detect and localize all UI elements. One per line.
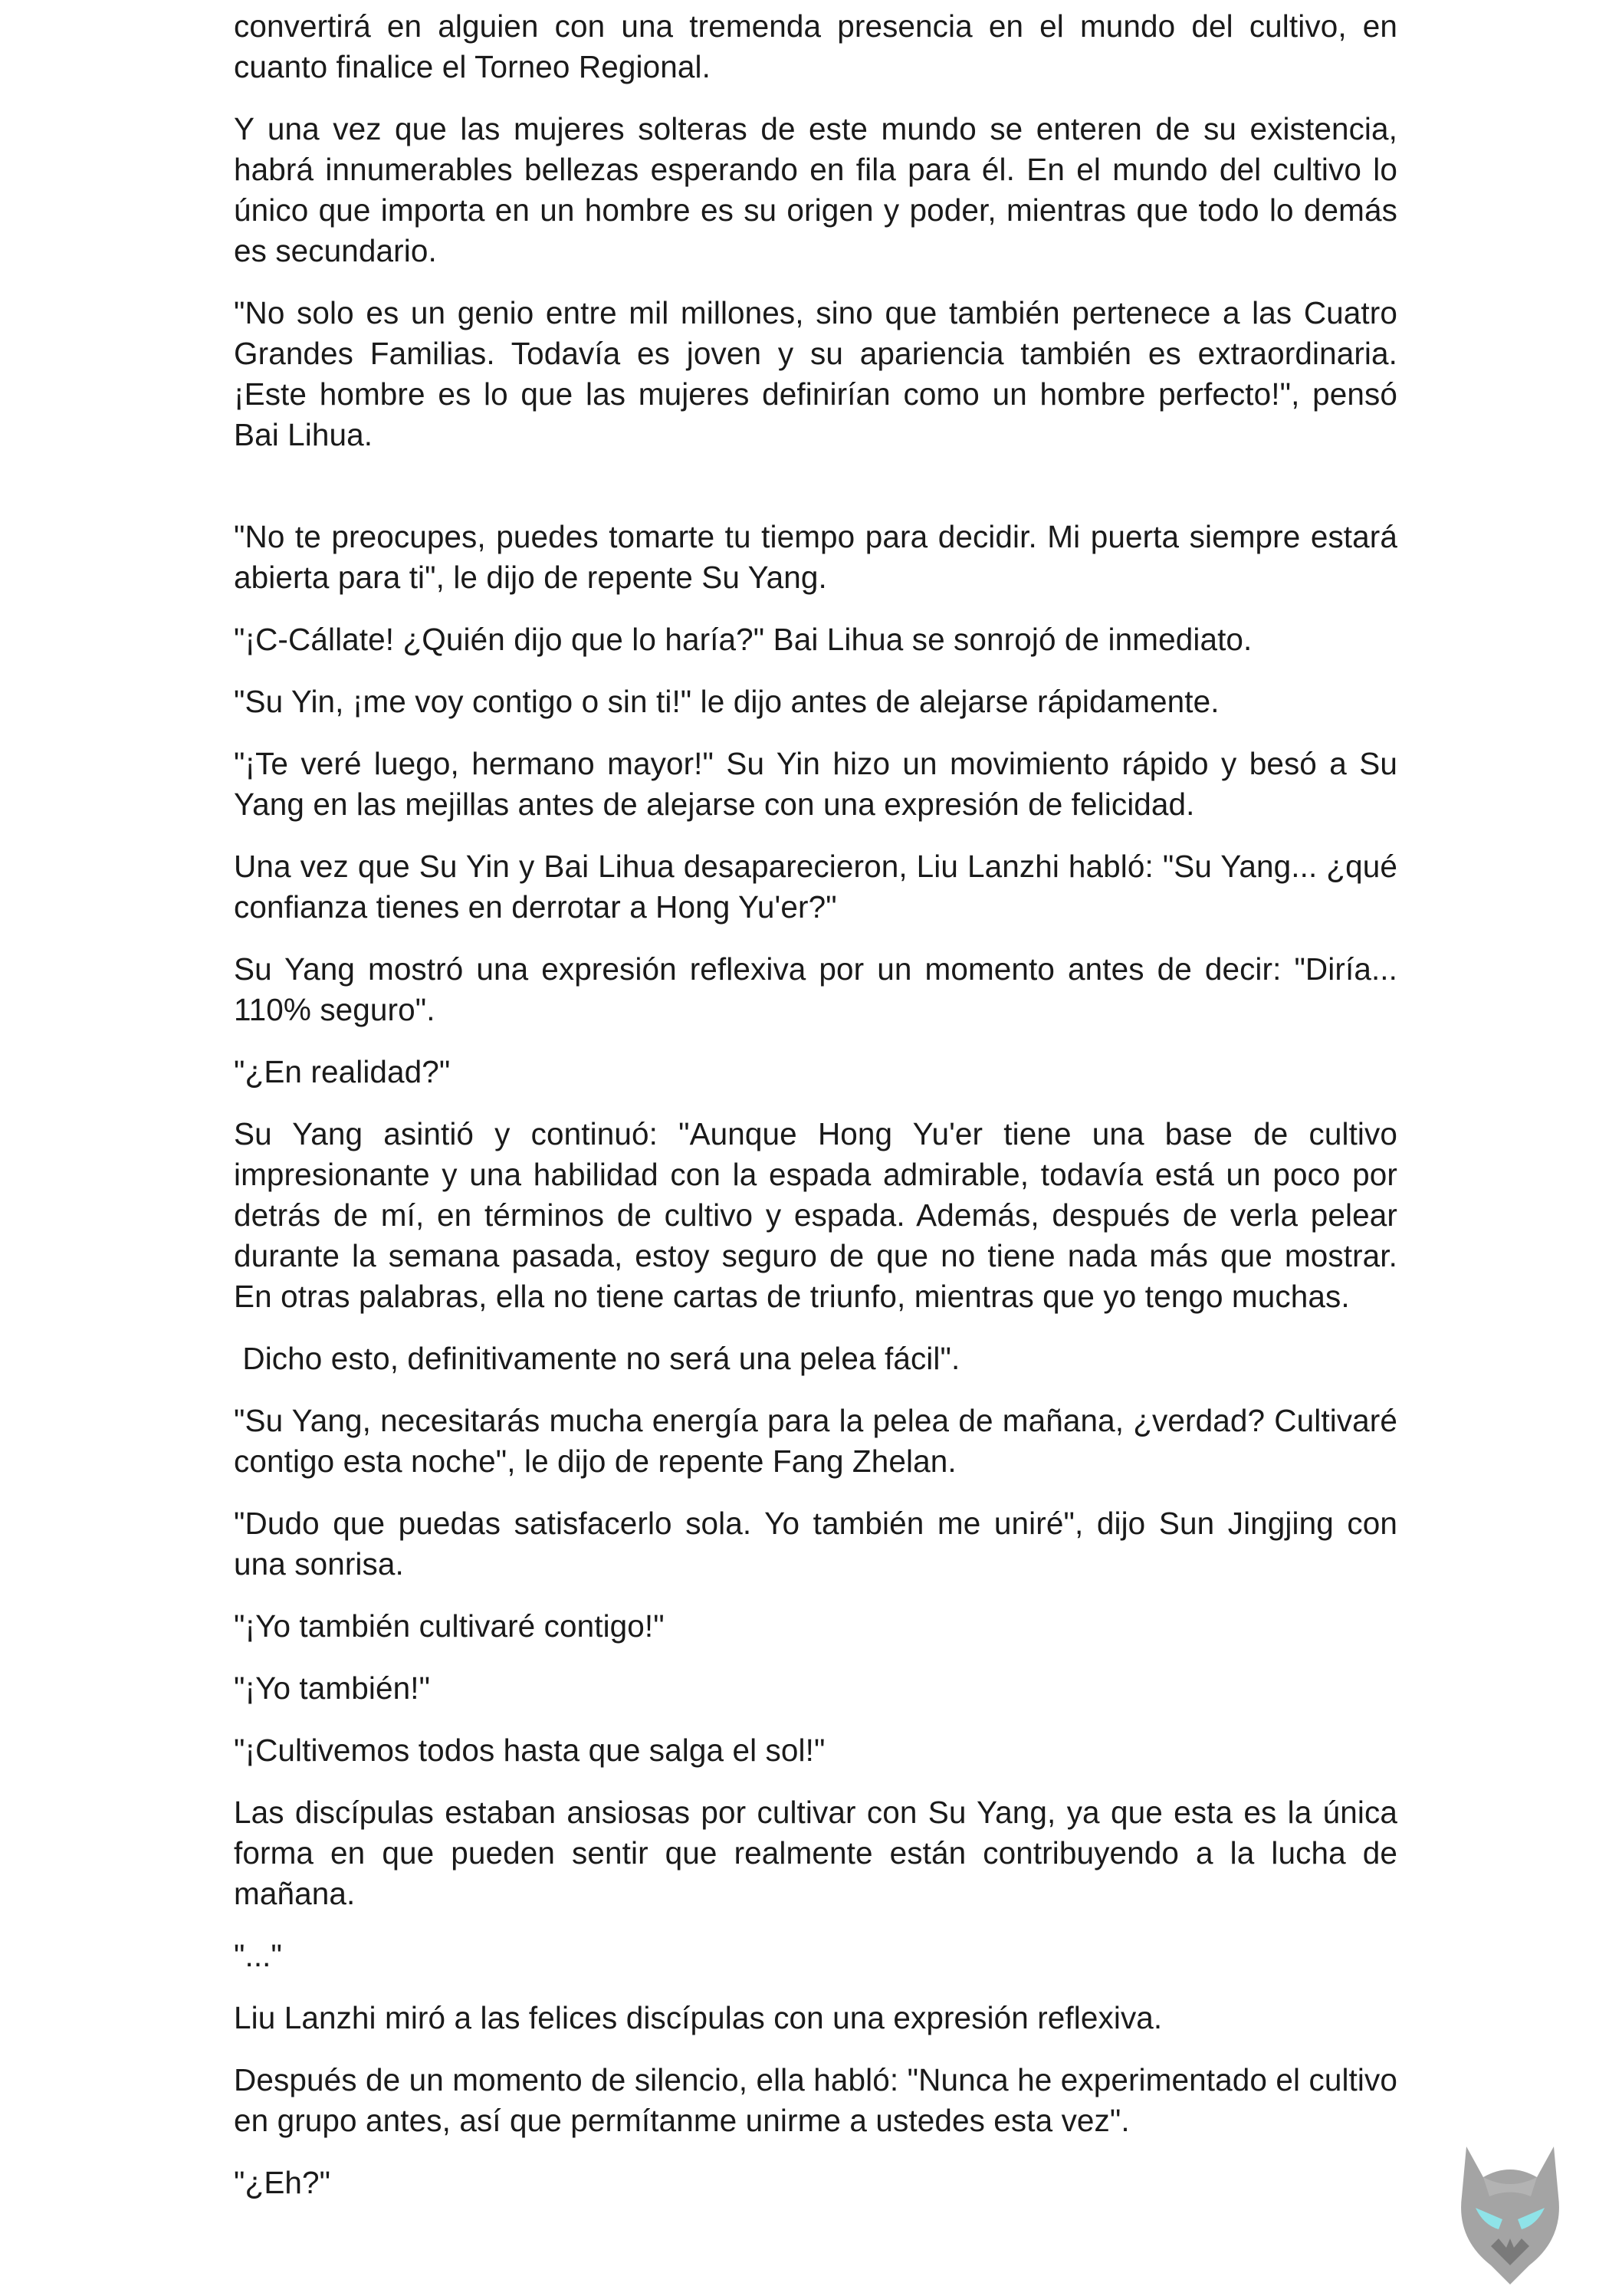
- paragraph-5: "¡C-Cállate! ¿Quién dijo que lo haría?" Bai Lihua se sonrojó de inmediato.: [234, 622, 1253, 657]
- paragraph-7: "¡Te veré luego, hermano mayor!" Su Yin hizo un movimiento rápido y besó a Su Yang en las mejillas antes de alejarse con una expresión de felicidad.: [234, 746, 1397, 822]
- paragraph-8: Una vez que Su Yin y Bai Lihua desaparecieron, Liu Lanzhi habló: "Su Yang... ¿qué confianza tienes en derrotar a Hong Yu'er?": [234, 849, 1397, 925]
- paragraph-4: "No te preocupes, puedes tomarte tu tiempo para decidir. Mi puerta siempre estará abierta para ti", le dijo de repente Su Yang.: [234, 519, 1397, 595]
- paragraph-20: Liu Lanzhi miró a las felices discípulas con una expresión reflexiva.: [234, 2000, 1163, 2035]
- paragraph-13: "Su Yang, necesitarás mucha energía para la pelea de mañana, ¿verdad? Cultivaré contigo esta noche", le dijo de repente Fang Zhelan.: [234, 1403, 1397, 1479]
- paragraph-15: "¡Yo también cultivaré contigo!": [234, 1608, 665, 1644]
- demon-mask-icon: [1437, 2124, 1583, 2292]
- paragraph-19: "...": [234, 1938, 283, 1973]
- paragraph-17: "¡Cultivemos todos hasta que salga el sol!": [234, 1733, 826, 1768]
- paragraph-1: convertirá en alguien con una tremenda presencia en el mundo del cultivo, en cuanto finalice el Torneo Regional.: [234, 8, 1397, 84]
- paragraph-14: "Dudo que puedas satisfacerlo sola. Yo también me uniré", dijo Sun Jingjing con una sonrisa.: [234, 1506, 1397, 1582]
- paragraph-16: "¡Yo también!": [234, 1670, 431, 1706]
- document-body: [234, 6, 1397, 2225]
- paragraph-3: "No solo es un genio entre mil millones, sino que también pertenece a las Cuatro Grandes Familias. Todavía es joven y su apariencia también es extraordinaria. ¡Este hombre es lo que las mujeres definirían como un hombre perfecto!", pensó Bai Lihua.: [234, 295, 1397, 452]
- paragraph-2: Y una vez que las mujeres solteras de este mundo se enteren de su existencia, habrá innumerables bellezas esperando en fila para él. En el mundo del cultivo lo único que importa en un hombre es su origen y poder, mientras que todo lo demás es secundario.: [234, 111, 1397, 268]
- paragraph-11: Su Yang asintió y continuó: "Aunque Hong Yu'er tiene una base de cultivo impresionante y una habilidad con la espada admirable, todavía está un poco por detrás de mí, en términos de cultivo y espada. Además, después de verla pelear durante la semana pasada, estoy seguro de que no tiene nada más que mostrar. En otras palabras, ella no tiene cartas de triunfo, mientras que yo tengo muchas.: [234, 1116, 1397, 1314]
- paragraph-12: Dicho esto, definitivamente no será una pelea fácil".: [234, 1341, 960, 1376]
- paragraph-18: Las discípulas estaban ansiosas por cultivar con Su Yang, ya que esta es la única forma en que pueden sentir que realmente están contribuyendo a la lucha de mañana.: [234, 1795, 1397, 1911]
- paragraph-22: "¿Eh?": [234, 2165, 331, 2200]
- paragraph-6: "Su Yin, ¡me voy contigo o sin ti!" le dijo antes de alejarse rápidamente.: [234, 684, 1220, 719]
- paragraph-9: Su Yang mostró una expresión reflexiva por un momento antes de decir: "Diría... 110% seguro".: [234, 951, 1397, 1027]
- paragraph-10: "¿En realidad?": [234, 1054, 451, 1089]
- paragraph-21: Después de un momento de silencio, ella habló: "Nunca he experimentado el cultivo en grupo antes, así que permítanme unirme a ustedes esta vez".: [234, 2062, 1397, 2138]
